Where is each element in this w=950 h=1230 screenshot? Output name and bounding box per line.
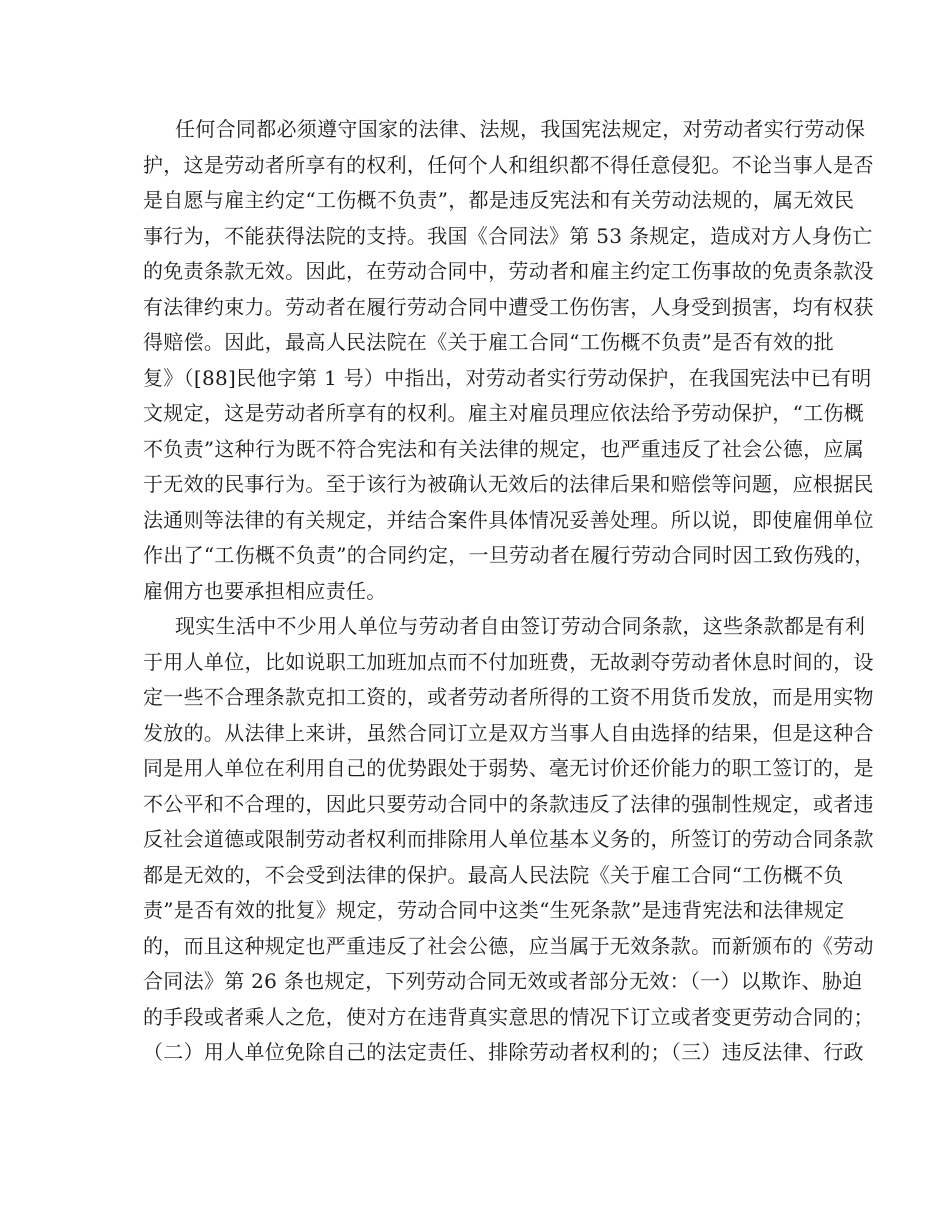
body-text: [143, 112, 875, 1071]
text-line: 得赔偿。因此，最高人民法院在《关于雇工合同“工伤概不负责”是否有效的批: [143, 330, 834, 354]
text-line: 都是无效的，不会受到法律的保护。最高人民法院《关于雇工合同“工伤概不负: [143, 862, 844, 887]
text-line: 责”是否有效的批复》规定，劳动合同中这类“生死条款”是违背宪法和法律规定: [143, 898, 845, 922]
text-line: 反社会道德或限制劳动者权利而排除用人单位基本义务的，所签订的劳动合同条款: [143, 827, 874, 851]
text-line: 雇佣方也要承担相应责任。: [143, 578, 387, 603]
text-line: 于无效的民事行为。至于该行为被确认无效后的法律后果和赔偿等问题，应根据民: [143, 472, 874, 496]
paragraph-1: [143, 112, 875, 609]
text-line: 合同法》第 26 条也规定，下列劳动合同无效或者部分无效：（一）以欺诈、胁迫: [143, 969, 863, 993]
text-line: 不负责”这种行为既不符合宪法和有关法律的规定，也严重违反了社会公德，应属: [143, 436, 865, 461]
text-line: 法通则等法律的有关规定，并结合案件具体情况妥善处理。所以说，即使雇佣单位: [143, 507, 874, 532]
text-line: 现实生活中不少用人单位与劳动者自由签订劳动合同条款，这些条款都是有利: [175, 614, 866, 638]
text-line: 的，而且这种规定也严重违反了社会公德，应当属于无效条款。而新颁布的《劳动: [143, 933, 874, 958]
text-line: 于用人单位，比如说职工加班加点而不付加班费，无故剥夺劳动者休息时间的，设: [143, 649, 874, 674]
text-line: 定一些不合理条款克扣工资的，或者劳动者所得的工资不用货币发放，而是用实物: [143, 685, 874, 709]
text-line: 有法律约束力。劳动者在履行劳动合同中遭受工伤伤害，人身受到损害，均有权获: [143, 294, 874, 319]
text-line: 文规定，这是劳动者所享有的权利。雇主对雇员理应依法给予劳动保护，“工伤概: [143, 401, 865, 425]
text-line: 不公平和不合理的，因此只要劳动合同中的条款违反了法律的强制性规定，或者违: [143, 791, 874, 816]
text-line: 是自愿与雇主约定“工伤概不负责”，都是违反宪法和有关劳动法规的，属无效民: [143, 188, 855, 212]
text-line: 的免责条款无效。因此，在劳动合同中，劳动者和雇主约定工伤事故的免责条款没: [143, 259, 874, 283]
text-line: 护，这是劳动者所享有的权利，任何个人和组织都不得任意侵犯。不论当事人是否: [143, 152, 874, 177]
text-line: 同是用人单位在利用自己的优势跟处于弱势、毫无讨价还价能力的职工签订的，是: [143, 756, 874, 780]
text-line: （二）用人单位免除自己的法定责任、排除劳动者权利的；（三）违反法律、行政: [143, 1040, 864, 1064]
text-line: 的手段或者乘人之危，使对方在违背真实意思的情况下订立或者变更劳动合同的；: [143, 1004, 874, 1029]
text-line: 发放的。从法律上来讲，虽然合同订立是双方当事人自由选择的结果，但是这种合: [143, 720, 874, 745]
text-line: 复》（[88]民他字第 1 号）中指出，对劳动者实行劳动保护，在我国宪法中已有明: [143, 365, 872, 390]
text-line: 事行为，不能获得法院的支持。我国《合同法》第 53 条规定，造成对方人身伤亡: [143, 223, 873, 248]
paragraph-2: [143, 609, 874, 1071]
text-line: 作出了“工伤概不负责”的合同约定，一旦劳动者在履行劳动合同时因工致伤残的，: [143, 543, 875, 567]
text-line: 任何合同都必须遵守国家的法律、法规，我国宪法规定，对劳动者实行劳动保: [175, 117, 866, 141]
